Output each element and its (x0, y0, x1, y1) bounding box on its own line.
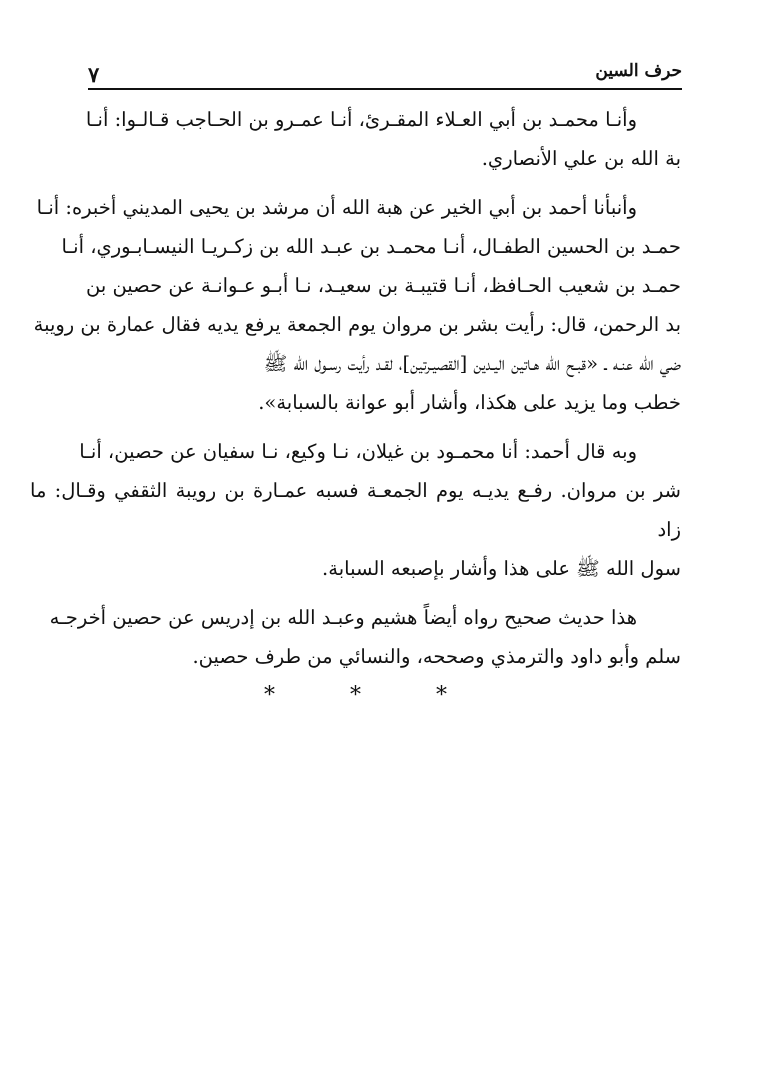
paragraph-2: وأنبأنا أحمد بن أبي الخير عن هبة الله أن مرشد بن يحيى المديني أخبره: أنـا حمـد بن الحسين الطفـال، أنـا محمـد بن عبـد الله بن زكـريـا النيسـابـوري، أنـا حمـد بن شعيب الحـافظ، أنـا قتيبـة بن سعيـد، نـا أبـو عـوانـة عن حصين بن بد الرحمن، قال: رأيت بشر بن مروان يوم الجمعة يرفع يديه فقال عمارة بن رويبة ضي الله عنـه ـ «قبـح الله هـاتين اليـدين [القصيـرتين]، لقـد رأيت رسـول الله ﷺ خطب وما يزيد على هكذا، وأشار أبو عوانة بالسبابة». (33, 196, 681, 414)
page-number: ٧ (88, 62, 100, 87)
paragraph-4: هذا حديث صحيح رواه أيضاً هشيم وعبـد الله بن إدريس عن حصين أخرجـه سلم وأبو داود والترمذي وصححه، والنسائي من طرف حصين. (49, 606, 681, 668)
paragraph-3: وبه قال أحمد: أنا محمـود بن غيلان، نـا وكيع، نـا سفيان عن حصين، أنـا شر بن مروان. رفـع يديـه يوم الجمعـة فسبه عمـارة بن رويبة الثقفي وقـال: ما زاد سول الله ﷺ على هذا وأشار بإصبعه السبابة. (30, 440, 681, 580)
section-end-ornament: * * * (264, 683, 481, 708)
running-head (88, 52, 682, 92)
section-title: حرف السين (595, 61, 682, 81)
body-text (30, 100, 681, 708)
paragraph-1: وأنـا محمـد بن أبي العـلاء المقـرئ، أنـا عمـرو بن الحـاجب قـالـوا: أنـا بة الله بن علي الأنصاري. (85, 108, 681, 170)
header-rule (88, 88, 682, 90)
